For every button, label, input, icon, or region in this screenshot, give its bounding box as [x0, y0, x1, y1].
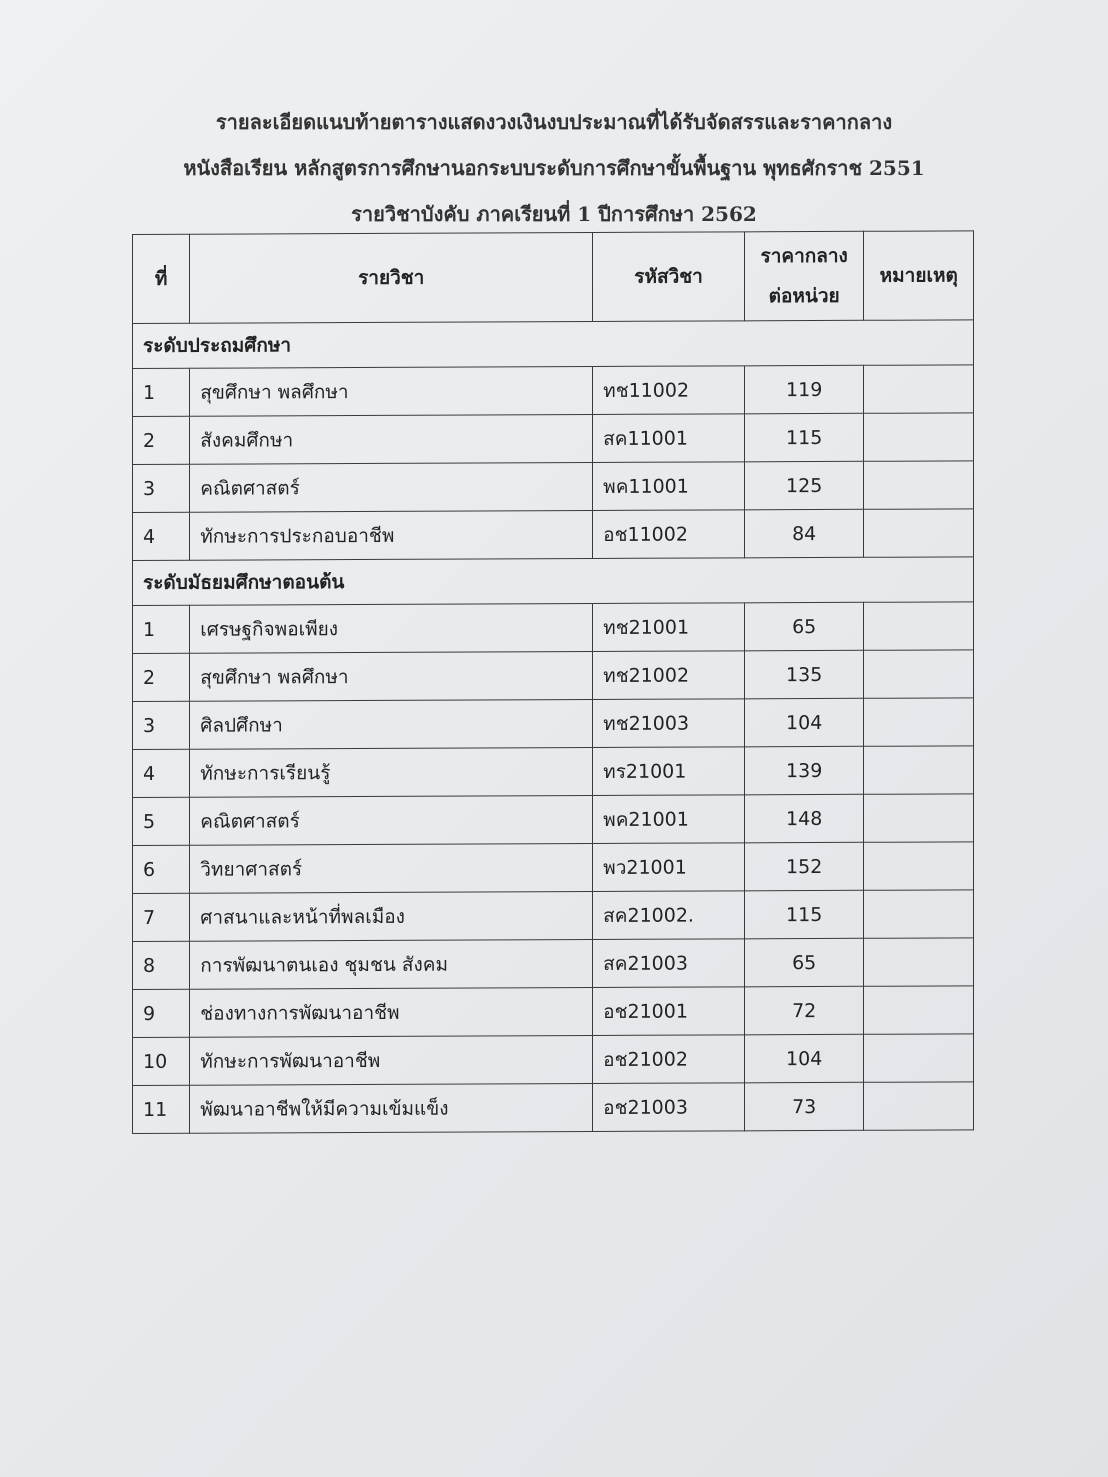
cell-code: พค11001 — [593, 462, 745, 511]
cell-no: 10 — [133, 1037, 190, 1085]
table-row — [133, 986, 974, 1038]
cell-note — [864, 602, 974, 650]
table-row — [133, 365, 974, 417]
cell-code: สค21003 — [593, 939, 745, 988]
cell-code: อช11002 — [593, 510, 745, 559]
header-note: หมายเหตุ — [864, 231, 974, 320]
cell-price: 73 — [744, 1082, 864, 1131]
cell-subject: สุขศึกษา พลศึกษา — [190, 366, 593, 416]
section-row — [133, 320, 974, 369]
table-row — [133, 602, 974, 654]
cell-subject: ศิลปศึกษา — [190, 699, 593, 749]
table-row — [133, 794, 974, 846]
cell-subject: สังคมศึกษา — [190, 414, 593, 464]
table-row — [133, 461, 974, 513]
cell-code: สค11001 — [593, 414, 745, 463]
cell-no: 2 — [133, 416, 190, 464]
cell-code: อช21001 — [593, 987, 745, 1036]
cell-subject: ทักษะการประกอบอาชีพ — [190, 510, 593, 560]
cell-price: 72 — [744, 986, 864, 1035]
cell-subject: ทักษะการเรียนรู้ — [190, 747, 593, 797]
cell-no: 2 — [133, 653, 190, 701]
cell-price: 135 — [744, 650, 864, 699]
cell-code: ทช21001 — [593, 603, 745, 652]
table-row — [133, 698, 974, 750]
table-header-row — [133, 231, 974, 324]
cell-subject: สุขศึกษา พลศึกษา — [190, 651, 593, 701]
title-line-1: รายละเอียดแนบท้ายตารางแสดงวงเงินงบประมาณที่ได้รับจัดสรรและราคากลาง — [215, 110, 893, 134]
cell-code: พค21001 — [593, 795, 745, 844]
cell-no: 7 — [133, 893, 190, 941]
table-row — [133, 746, 974, 798]
cell-price: 65 — [744, 602, 864, 651]
title-line-2: หนังสือเรียน หลักสูตรการศึกษานอกระบบระดับการศึกษาขั้นพื้นฐาน พุทธศักราช 2551 — [183, 156, 925, 180]
cell-subject: วิทยาศาสตร์ — [190, 843, 593, 893]
cell-no: 1 — [133, 605, 190, 653]
header-code: รหัสวิชา — [593, 232, 745, 322]
table-row — [133, 1034, 974, 1086]
cell-price: 115 — [744, 413, 864, 462]
cell-price: 152 — [744, 842, 864, 891]
cell-note — [864, 461, 974, 509]
table-row — [133, 890, 974, 942]
table-row — [133, 938, 974, 990]
cell-no: 4 — [133, 512, 190, 560]
cell-note — [864, 938, 974, 986]
header-price-line1: ราคากลาง — [760, 244, 848, 268]
cell-subject: การพัฒนาตนเอง ชุมชน สังคม — [190, 939, 593, 989]
cell-note — [864, 794, 974, 842]
cell-note — [864, 509, 974, 557]
cell-subject: พัฒนาอาชีพให้มีความเข้มแข็ง — [190, 1083, 593, 1133]
cell-price: 139 — [744, 746, 864, 795]
cell-price: 65 — [744, 938, 864, 987]
price-table — [132, 230, 974, 1134]
cell-code: ทช21003 — [593, 699, 745, 748]
cell-code: อช21002 — [593, 1035, 745, 1084]
cell-note — [864, 1034, 974, 1082]
cell-no: 8 — [133, 941, 190, 989]
section-title: ระดับประถมศึกษา — [133, 320, 974, 369]
cell-subject: ทักษะการพัฒนาอาชีพ — [190, 1035, 593, 1085]
cell-no: 4 — [133, 749, 190, 797]
table-row — [133, 842, 974, 894]
cell-subject: เศรษฐกิจพอเพียง — [190, 603, 593, 653]
cell-note — [864, 986, 974, 1034]
cell-note — [864, 1082, 974, 1130]
table-row — [133, 650, 974, 702]
cell-price: 104 — [744, 698, 864, 747]
cell-price: 104 — [744, 1034, 864, 1083]
cell-subject: ช่องทางการพัฒนาอาชีพ — [190, 987, 593, 1037]
cell-code: ทช11002 — [593, 366, 745, 415]
cell-note — [864, 890, 974, 938]
cell-no: 3 — [133, 701, 190, 749]
cell-no: 1 — [133, 368, 190, 416]
cell-note — [864, 842, 974, 890]
cell-no: 9 — [133, 989, 190, 1037]
cell-subject: คณิตศาสตร์ — [190, 462, 593, 512]
header-price-line2: ต่อหน่วย — [768, 284, 840, 308]
section-title: ระดับมัธยมศึกษาตอนต้น — [133, 557, 974, 606]
cell-price: 119 — [744, 365, 864, 414]
cell-price: 148 — [744, 794, 864, 843]
cell-code: สค21002. — [593, 891, 745, 940]
cell-note — [864, 746, 974, 794]
cell-price: 115 — [744, 890, 864, 939]
table-row — [133, 1082, 974, 1134]
header-no: ที่ — [133, 234, 190, 323]
table-body — [133, 320, 974, 1134]
cell-note — [864, 698, 974, 746]
cell-no: 3 — [133, 464, 190, 512]
cell-code: ทร21001 — [593, 747, 745, 796]
header-subject: รายวิชา — [190, 232, 593, 323]
cell-no: 5 — [133, 797, 190, 845]
cell-note — [864, 365, 974, 413]
cell-note — [864, 650, 974, 698]
header-price — [744, 231, 864, 321]
table-row — [133, 413, 974, 465]
cell-no: 11 — [133, 1085, 190, 1133]
cell-price: 84 — [744, 509, 864, 558]
title-line-3: รายวิชาบังคับ ภาคเรียนที่ 1 ปีการศึกษา 2562 — [351, 202, 757, 226]
cell-price: 125 — [744, 461, 864, 510]
cell-code: อช21003 — [593, 1083, 745, 1132]
cell-subject: ศาสนาและหน้าที่พลเมือง — [190, 891, 593, 941]
cell-note — [864, 413, 974, 461]
cell-subject: คณิตศาสตร์ — [190, 795, 593, 845]
section-row — [133, 557, 974, 606]
cell-code: ทช21002 — [593, 651, 745, 700]
table-row — [133, 509, 974, 561]
cell-no: 6 — [133, 845, 190, 893]
cell-code: พว21001 — [593, 843, 745, 892]
